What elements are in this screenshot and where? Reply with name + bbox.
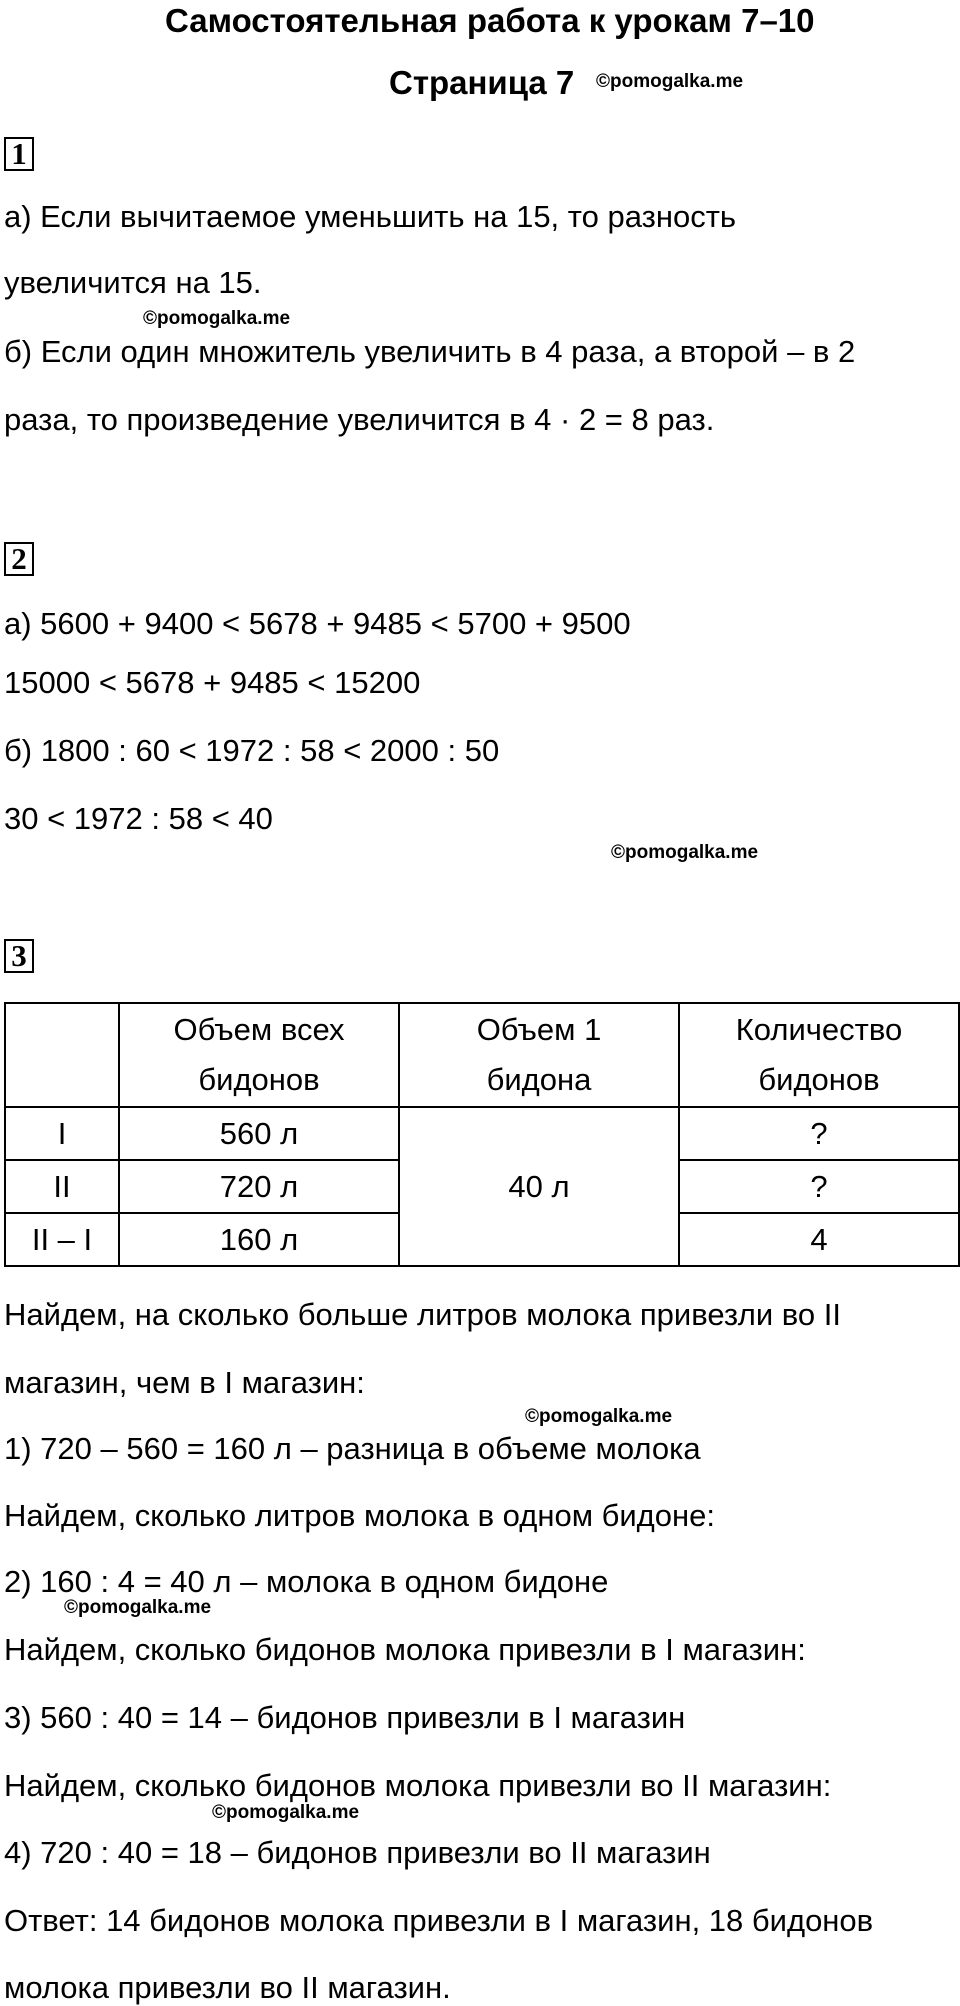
header-line: бидона bbox=[486, 1062, 592, 1097]
per-can-volume: 40 л bbox=[399, 1107, 679, 1266]
data-table bbox=[4, 1002, 960, 1267]
page-title: Самостоятельная работа к урокам 7–10 bbox=[165, 2, 815, 39]
task-number-3: 3 bbox=[4, 939, 34, 973]
task-number-2: 2 bbox=[4, 542, 34, 576]
task3-line: молока привезли во II магазин. bbox=[4, 1970, 451, 2005]
row-count: 4 bbox=[679, 1213, 959, 1266]
task3-line: Найдем, на сколько больше литров молока привезли во II bbox=[4, 1297, 841, 1332]
header-line: бидонов bbox=[758, 1062, 880, 1097]
header-line: бидонов bbox=[198, 1062, 320, 1097]
task3-line: 1) 720 – 560 = 160 л – разница в объеме молока bbox=[4, 1431, 701, 1466]
row-label: II – I bbox=[5, 1213, 119, 1266]
row-total: 720 л bbox=[119, 1160, 399, 1213]
row-label: I bbox=[5, 1107, 119, 1160]
task3-line: Найдем, сколько литров молока в одном бидоне: bbox=[4, 1498, 715, 1533]
task2-line: 15000 < 5678 + 9485 < 15200 bbox=[4, 665, 421, 700]
row-count: ? bbox=[679, 1160, 959, 1213]
table-header-cell bbox=[399, 1003, 679, 1107]
task1-line: раза, то произведение увеличится в 4 · 2 = 8 раз. bbox=[4, 402, 715, 437]
watermark: ©pomogalka.me bbox=[212, 1802, 360, 1823]
task3-line: магазин, чем в I магазин: bbox=[4, 1365, 365, 1400]
table-row bbox=[5, 1107, 959, 1160]
task2-line: а) 5600 + 9400 < 5678 + 9485 < 5700 + 9500 bbox=[4, 606, 631, 641]
table-header-cell bbox=[119, 1003, 399, 1107]
row-total: 160 л bbox=[119, 1213, 399, 1266]
task3-line: 2) 160 : 4 = 40 л – молока в одном бидоне bbox=[4, 1564, 609, 1599]
task3-line: 4) 720 : 40 = 18 – бидонов привезли во II магазин bbox=[4, 1835, 711, 1870]
task3-line: Ответ: 14 бидонов молока привезли в I магазин, 18 бидонов bbox=[4, 1903, 874, 1938]
task1-line: увеличится на 15. bbox=[4, 265, 262, 300]
task1-line: б) Если один множитель увеличить в 4 раза, а второй – в 2 bbox=[4, 334, 856, 369]
header-line: Объем всех bbox=[173, 1012, 345, 1047]
table-header-row bbox=[5, 1003, 959, 1107]
watermark: ©pomogalka.me bbox=[143, 308, 291, 329]
page-subtitle: Страница 7 bbox=[389, 64, 575, 101]
task-number-1: 1 bbox=[4, 137, 34, 171]
header-line: Объем 1 bbox=[476, 1012, 602, 1047]
row-count: ? bbox=[679, 1107, 959, 1160]
task1-line: а) Если вычитаемое уменьшить на 15, то разность bbox=[4, 199, 737, 234]
task2-line: б) 1800 : 60 < 1972 : 58 < 2000 : 50 bbox=[4, 733, 500, 768]
watermark: ©pomogalka.me bbox=[525, 1406, 673, 1427]
task3-line: 3) 560 : 40 = 14 – бидонов привезли в I магазин bbox=[4, 1700, 686, 1735]
header-line: Количество bbox=[735, 1012, 903, 1047]
table-header-cell bbox=[5, 1003, 119, 1107]
row-label: II bbox=[5, 1160, 119, 1213]
table-header-cell bbox=[679, 1003, 959, 1107]
task3-line: Найдем, сколько бидонов молока привезли во II магазин: bbox=[4, 1768, 832, 1803]
task3-line: Найдем, сколько бидонов молока привезли в I магазин: bbox=[4, 1632, 806, 1667]
row-total: 560 л bbox=[119, 1107, 399, 1160]
watermark: ©pomogalka.me bbox=[611, 842, 759, 863]
watermark: ©pomogalka.me bbox=[64, 1597, 212, 1618]
watermark: ©pomogalka.me bbox=[596, 71, 744, 92]
task2-line: 30 < 1972 : 58 < 40 bbox=[4, 801, 273, 836]
